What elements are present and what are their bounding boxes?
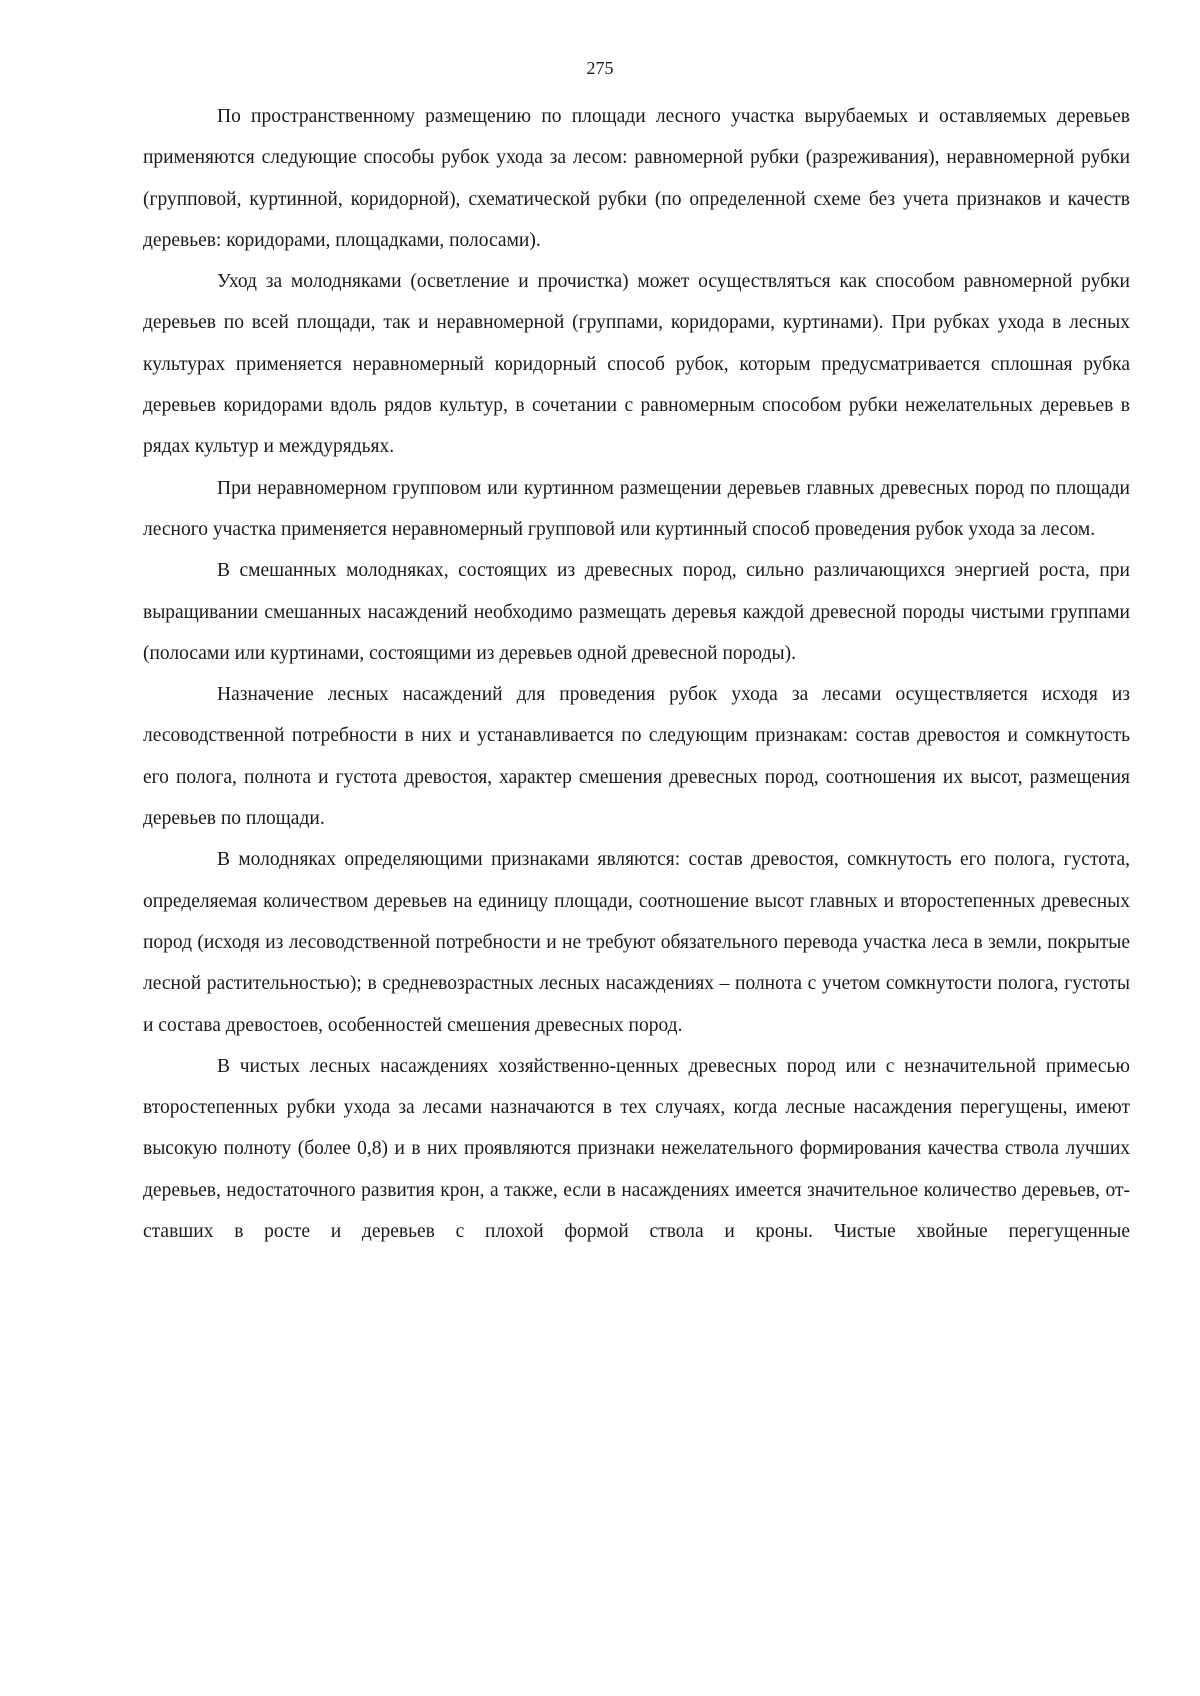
paragraph-3: При неравномерном групповом или куртинном размещении деревьев главных древесных пород по площади лесного участка применяется неравномерный групповой или куртинный способ проведения рубок ухода за лесом.: [143, 477, 1130, 540]
paragraph-5: Назначение лесных насаждений для проведения рубок ухода за лесами осуществляется исходя из лесоводственной потребности в них и устанавливается по следующим признакам: состав древостоя и сомкнутость его полога, полнота и густота древостоя, характер смешения древесных пород, соотношения их высот, размещения деревьев по площади.: [143, 684, 1130, 830]
page-number: 275: [586, 58, 614, 78]
text-body: [143, 96, 1130, 1252]
paragraph-1: По пространственному размещению по площади лесного участка вырубаемых и оставляемых деревьев применяются следующие способы рубок ухода за лесом: равномерной рубки (разреживания), неравномерной рубки (групповой, куртинной, коридорной), схематической рубки (по определенной схеме без учета признаков и качеств деревьев: коридорами, площадками, полосами).: [143, 106, 1130, 251]
paragraph-7: В чистых лесных насаждениях хозяйственно-ценных древесных пород или с незначительной примесью второстепенных рубки ухода за лесами назначаются в тех случаях, когда лесные насаждения перегущены, имеют высокую полноту (более 0,8) и в них проявляются признаки нежелательного формирования качества ствола лучших деревьев, недостаточного развития крон, а также, если в насаждениях имеется значительное количество деревьев, отставших в росте и деревьев с плохой формой ствола и кроны. Чистые хвойные перегущенные: [143, 1055, 1130, 1243]
paragraph-6: В молодняках определяющими признаками являются: состав древостоя, сомкнутость его полога, густота, определяемая количеством деревьев на единицу площади, соотношение высот главных и второстепенных древесных пород (исходя из лесоводственной потребности и не требуют обязательного перевода участка леса в земли, покрытые лесной растительностью); в средневозрастных лесных насаждениях – полнота с учетом сомкнутости полога, густоты и состава древостоев, особенностей смешения древесных пород.: [143, 849, 1130, 1036]
paragraph-4: В смешанных молодняках, состоящих из древесных пород, сильно различающихся энергией роста, при выращивании смешанных насаждений необходимо размещать деревья каждой древесной породы чистыми группами (полосами или куртинами, состоящими из деревьев одной древесной породы).: [143, 560, 1130, 664]
paragraph-2: Уход за молодняками (осветление и прочистка) может осуществляться как способом равномерной рубки деревьев по всей площади, так и неравномерной (группами, коридорами, куртинами). При рубках ухода в лесных культурах применяется неравномерный коридорный способ рубок, которым предусматривается сплошная рубка деревьев коридорами вдоль рядов культур, в сочетании с равномерным способом рубки нежелательных деревьев в рядах культур и междурядьях.: [143, 271, 1130, 458]
